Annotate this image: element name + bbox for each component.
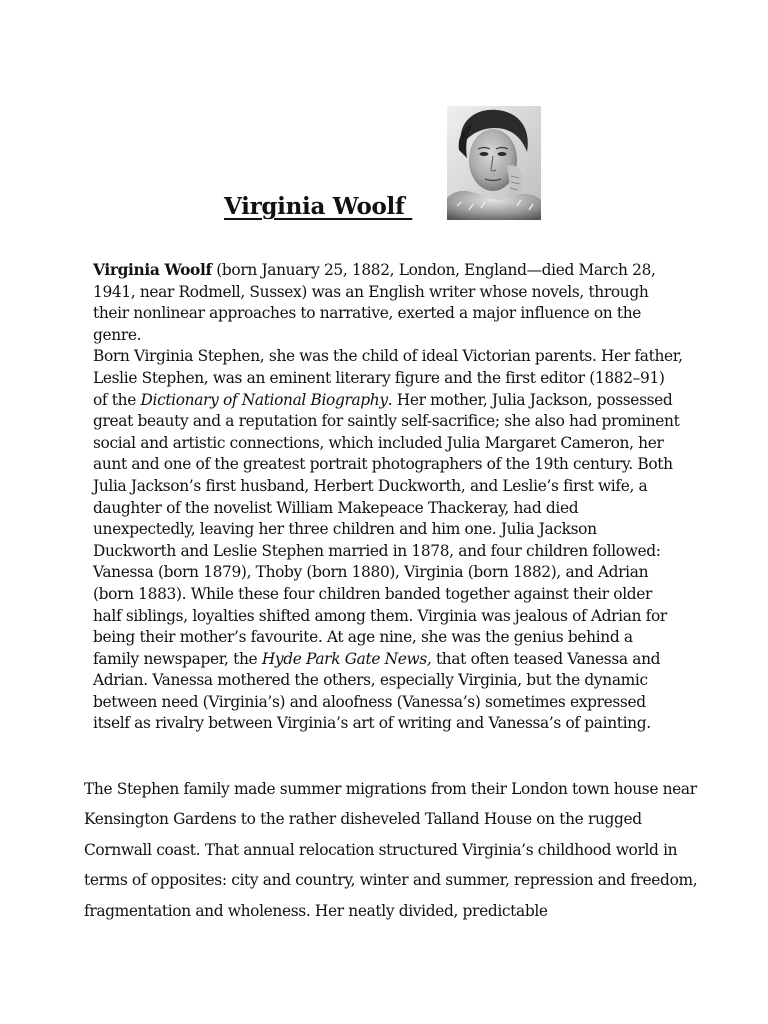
portrait-photo — [447, 106, 541, 220]
bio-text-family-b: . Her mother, Julia Jackson, possessed great beauty and a reputation for saintly self-sacrifice; she also had prominent social and artistic connections, which included Julia Margaret Cameron, her aunt and one of the greatest portrait photographers of the 19th century. Both Julia Jackson’s first husband, Herbert Duckworth, and Leslie’s first wife, a daughter of the novelist William Makepeace Thackeray, had died unexpectedly, leaving her three children and him one. Julia Jackson Duckworth and Leslie Stephen married in 1878, and four children followed: Vanessa (born 1879), Thoby (born 1880), Virginia (born 1882), and Adrian (born 1883). While these four children banded together against their older half siblings, loyalties shifted among them. Virginia was jealous of Adrian for being their mother’s favourite. At age nine, she was the genius behind a family newspaper, the — [93, 390, 680, 668]
biography-paragraph — [93, 260, 683, 735]
childhood-paragraph: The Stephen family made summer migrations from their London town house near Kensington Gardens to the rather disheveled Talland House on the rugged Cornwall coast. That annual relocation structured Virginia’s childhood world in terms of opposites: city and country, winter and summer, repression and freedom, fragmentation and wholeness. Her neatly divided, predictable — [84, 780, 698, 920]
document-title: Virginia Woolf — [224, 193, 413, 220]
subject-name: Virginia Woolf — [93, 261, 212, 279]
bio-text-family-c: that often teased Vanessa and Adrian. Vanessa mothered the others, especially Virginia, but the dynamic between need (Virginia’s) and aloofness (Vanessa’s) sometimes expressed itself as rivalry between Virginia’s art of writing and Vanessa’s of painting. — [93, 649, 661, 733]
newspaper-title: Hyde Park Gate News, — [261, 649, 432, 668]
bio-text-intro: (born January 25, 1882, London, England—died March 28, 1941, near Rodmell, Sussex) was an English writer whose novels, through their nonlinear approaches to narrative, exerted a major influence on the genre. — [93, 261, 656, 344]
dictionary-title: Dictionary of National Biography — [140, 390, 388, 409]
bio-text-family-a: Born Virginia Stephen, she was the child of ideal Victorian parents. Her father, Leslie Stephen, was an eminent literary figure and the first editor (1882–91) of the — [93, 347, 683, 409]
